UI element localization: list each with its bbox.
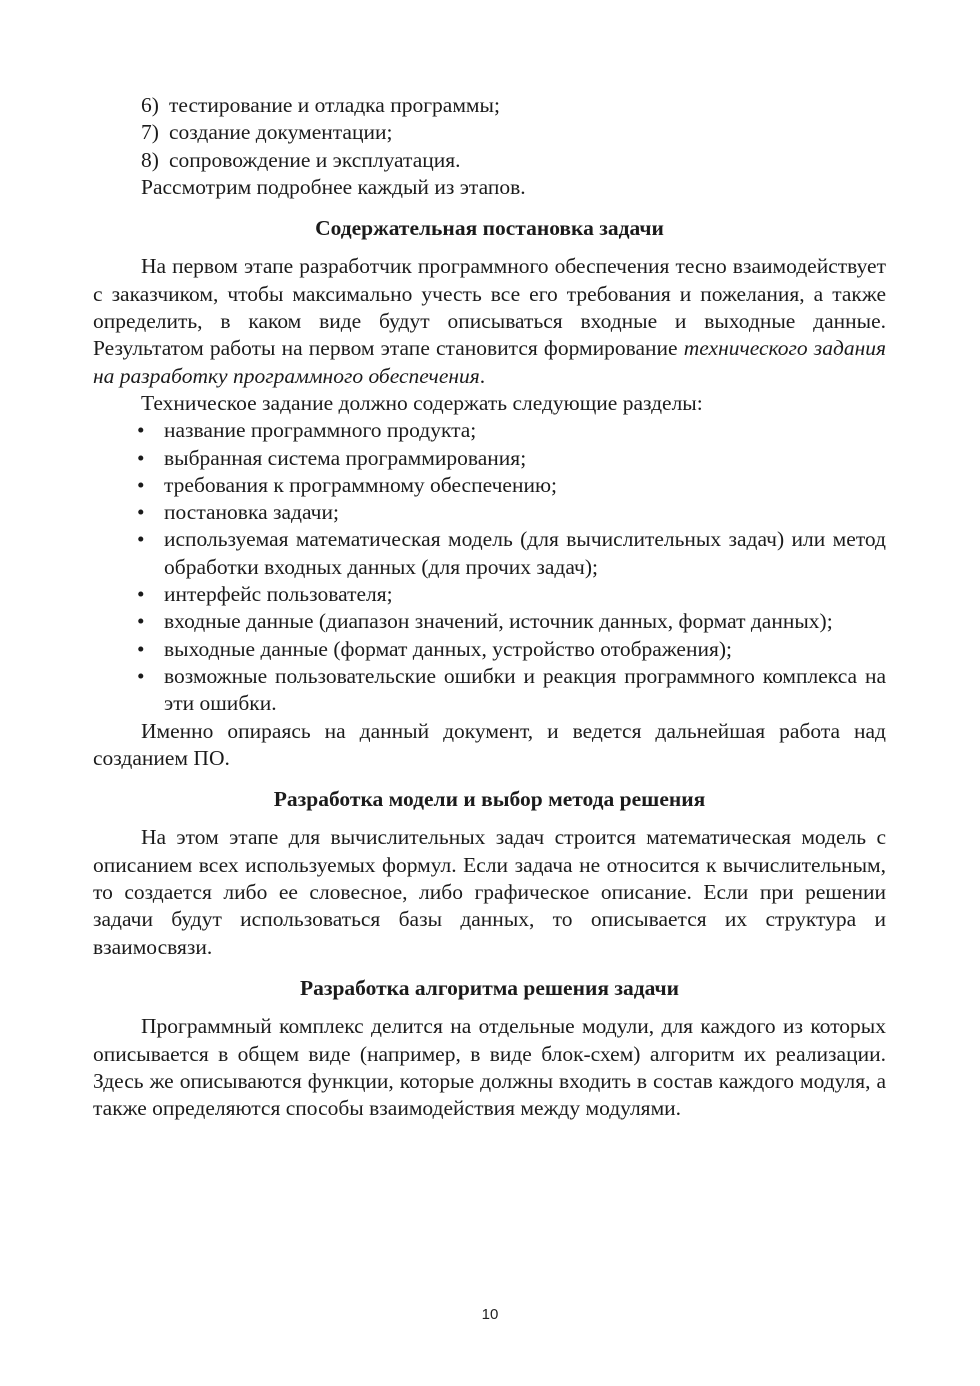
list-item-text: выбранная система программирования; bbox=[164, 445, 527, 470]
list-item bbox=[93, 445, 886, 472]
list-item bbox=[93, 499, 886, 526]
paragraph-text-end: . bbox=[479, 363, 486, 388]
list-item bbox=[93, 663, 886, 718]
list-item bbox=[93, 147, 886, 174]
list-item-text: требования к программному обеспечению; bbox=[164, 472, 557, 497]
section-heading: Разработка алгоритма решения задачи bbox=[299, 975, 680, 1000]
paragraph: Программный комплекс делится на отдельные модули, для каждого из которых описывается в общем виде (например, в виде блок-схем) алгоритм их реализации. Здесь же описываются функции, которые должны входить в состав каждого модуля, а также определяются способы взаимодействия между модулями. bbox=[93, 1014, 886, 1121]
list-item bbox=[93, 608, 886, 635]
paragraph: На этом этапе для вычислительных задач строится математическая модель с описанием всех используемых формул. Если задача не относится к вычислительным, то создается либо ее словесное, либо графическое описание. Если при решении задачи будут использоваться базы данных, то описывается их структура и взаимосвязи. bbox=[93, 825, 886, 959]
bullet-icon: • bbox=[137, 663, 145, 688]
italic-term: технического задания на разработку программного обеспечения bbox=[93, 336, 886, 388]
list-number: 7) bbox=[141, 120, 159, 145]
bullet-icon: • bbox=[137, 500, 145, 525]
document-page bbox=[93, 92, 886, 1122]
paragraph bbox=[93, 253, 886, 389]
bullet-icon: • bbox=[137, 418, 145, 443]
bullet-icon: • bbox=[137, 636, 145, 661]
list-number: 6) bbox=[141, 93, 159, 117]
paragraph: Техническое задание должно содержать следующие разделы: bbox=[141, 390, 703, 415]
bullet-icon: • bbox=[137, 472, 145, 497]
page-number: 10 bbox=[481, 1306, 499, 1323]
list-item-text: интерфейс пользователя; bbox=[164, 582, 393, 607]
list-item-text: постановка задачи; bbox=[164, 500, 339, 525]
list-item-text: используемая математическая модель (для вычислительных задач) или метод обработки входных данных (для прочих задач); bbox=[164, 527, 886, 579]
list-item-text: сопровождение и эксплуатация. bbox=[169, 147, 461, 172]
paragraph-text: На первом этапе разработчик программного обеспечения тесно взаимодействует с заказчиком, чтобы максимально учесть все его требования и пожелания, а также определить, в каком виде будут описываться входные и выходные данные. Результатом работы на первом этапе становится формирование bbox=[93, 254, 886, 361]
list-item bbox=[93, 581, 886, 608]
bullet-icon: • bbox=[137, 609, 145, 634]
list-item bbox=[93, 472, 886, 499]
list-item bbox=[93, 119, 886, 146]
list-item-text: название программного продукта; bbox=[164, 418, 477, 443]
section-heading: Разработка модели и выбор метода решения bbox=[273, 787, 706, 812]
paragraph: Именно опираясь на данный документ, и ведется дальнейшая работа над созданием ПО. bbox=[93, 718, 886, 770]
list-item-text: тестирование и отладка программы; bbox=[169, 93, 500, 117]
bullet-list bbox=[93, 417, 886, 717]
list-item bbox=[93, 92, 886, 119]
list-item-text: входные данные (диапазон значений, источник данных, формат данных); bbox=[164, 609, 833, 634]
list-item bbox=[93, 417, 886, 444]
list-item-text: возможные пользовательские ошибки и реакция программного комплекса на эти ошибки. bbox=[164, 663, 886, 716]
bullet-icon: • bbox=[137, 582, 145, 607]
list-item bbox=[93, 636, 886, 663]
section-heading: Содержательная постановка задачи bbox=[315, 216, 664, 241]
intro-sentence: Рассмотрим подробнее каждый из этапов. bbox=[141, 174, 526, 199]
list-item bbox=[93, 526, 886, 581]
list-item-text: создание документации; bbox=[169, 120, 393, 145]
bullet-icon: • bbox=[137, 527, 145, 552]
list-item-text: выходные данные (формат данных, устройство отображения); bbox=[164, 636, 732, 661]
list-number: 8) bbox=[141, 147, 159, 172]
bullet-icon: • bbox=[137, 445, 145, 470]
